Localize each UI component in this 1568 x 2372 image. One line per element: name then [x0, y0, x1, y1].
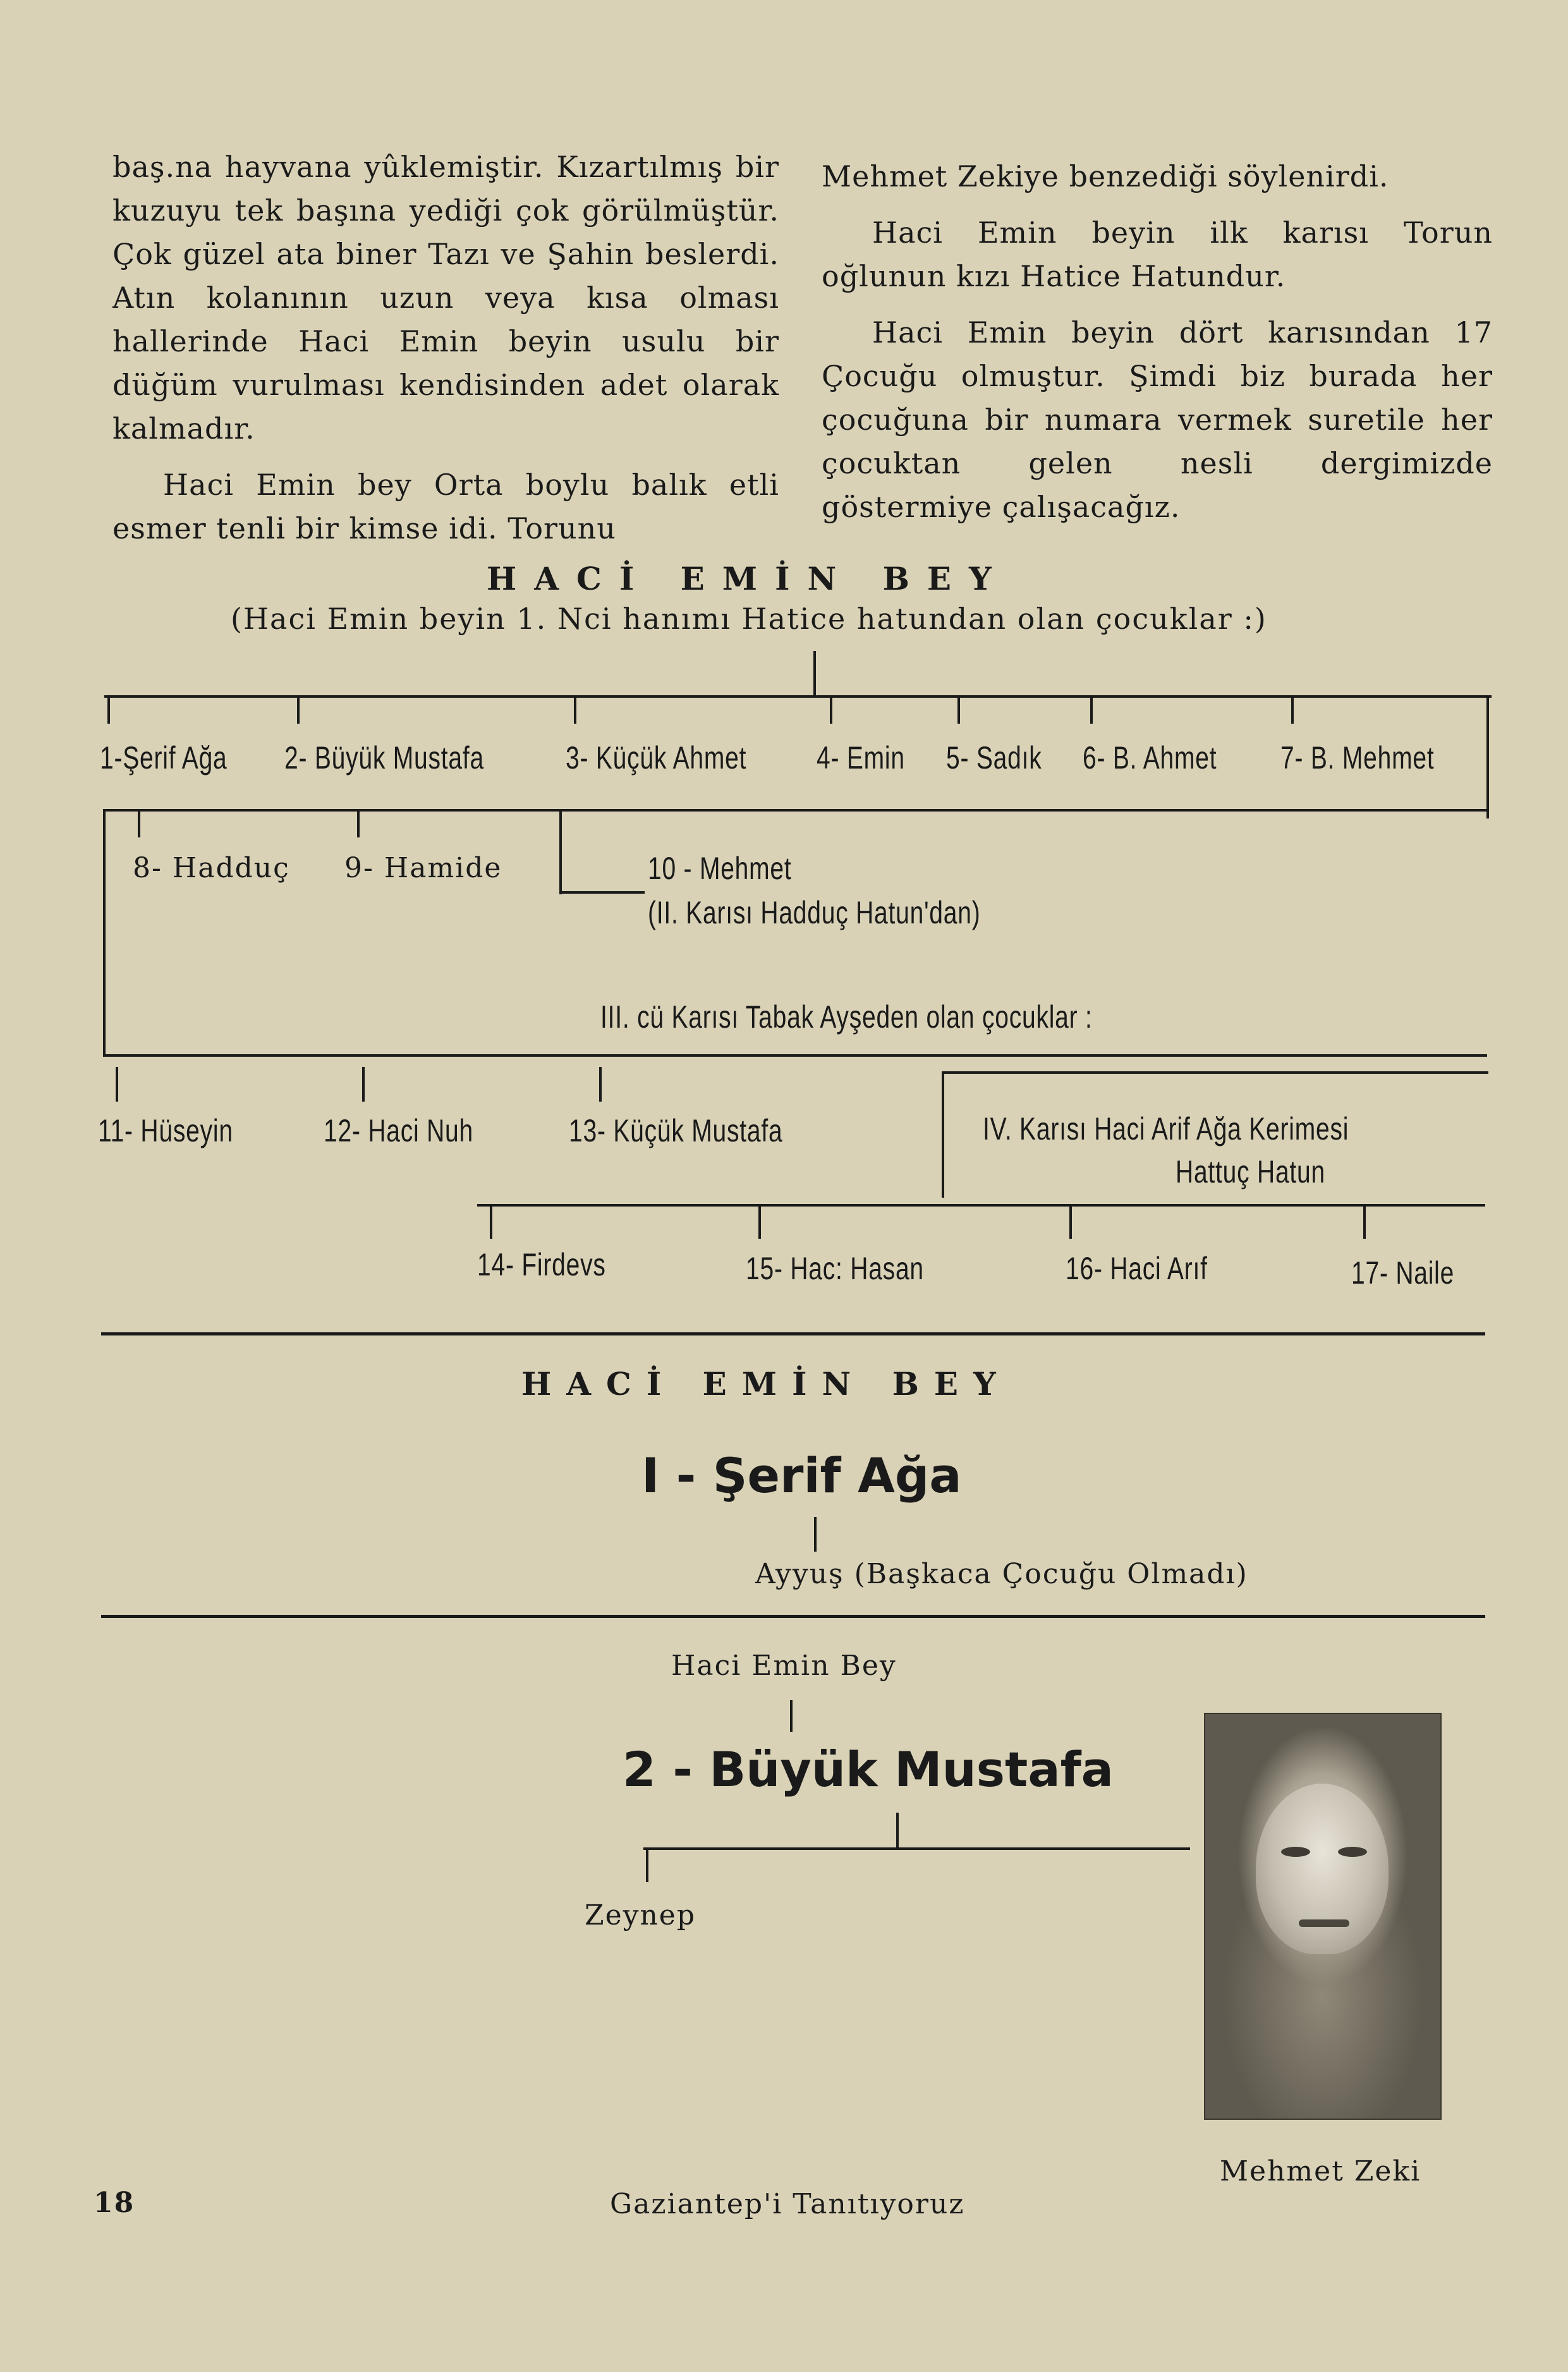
tree1-subtitle: (Haci Emin beyin 1. Nci hanımı Hatice hatundan olan çocuklar :)	[231, 602, 1267, 636]
right-paragraph-3: Haci Emin beyin dört karısından 17 Çocuğu olmuştur. Şimdi biz burada her çocuğuna bir numara vermek suretile her çocuktan gelen nesli dergimizde göstermiye çalışacağız.	[822, 315, 1493, 524]
tree3-parent: Haci Emin Bey	[671, 1650, 897, 1682]
tick	[116, 1067, 118, 1102]
tick	[1363, 1204, 1366, 1239]
tree3-parent-stem	[790, 1700, 793, 1732]
tick	[362, 1067, 365, 1102]
section-divider-1	[101, 1332, 1485, 1335]
tick	[599, 1067, 602, 1102]
tick	[957, 695, 960, 724]
tick	[1069, 1204, 1072, 1239]
child-14: 14- Firdevs	[477, 1247, 606, 1282]
tree1-wife2-divider	[559, 809, 562, 894]
tree1-left-border	[103, 809, 106, 1057]
tree1-wife1b-bar	[104, 809, 1488, 812]
tree3-child-bar	[643, 1847, 1190, 1850]
publication-name: Gaziantep'i Tanıtıyoruz	[610, 2188, 965, 2220]
child-17: 17- Naile	[1351, 1255, 1455, 1291]
tick	[357, 809, 360, 837]
right-paragraph-2: Haci Emin beyin ilk karısı Torun oğlunun kızı Hatice Hatundur.	[822, 216, 1493, 293]
child-6: 6- B. Ahmet	[1083, 740, 1217, 775]
wife3-heading: III. cü Karısı Tabak Ayşeden olan çocuklar :	[600, 999, 1093, 1035]
tree2-stem	[814, 1517, 817, 1552]
portrait-photo	[1204, 1713, 1442, 2120]
tick	[758, 1204, 761, 1239]
tree1-title: HACİ EMİN BEY	[487, 560, 1009, 597]
tree3-name: 2 - Büyük Mustafa	[623, 1741, 1114, 1797]
left-paragraph-2: Haci Emin bey Orta boylu balık etli esmer tenli bir kimse idi. Torunu	[112, 468, 779, 545]
tree1-wife1-bar	[104, 695, 1492, 698]
portrait-face	[1256, 1784, 1389, 1954]
tree2-child: Ayyuş (Başkaca Çocuğu Olmadı)	[755, 1558, 1248, 1590]
child-8: 8- Hadduç	[133, 852, 290, 884]
child-2: 2- Büyük Mustafa	[284, 740, 484, 775]
tree1-wife3-bar	[103, 1054, 1487, 1057]
page-number: 18	[94, 2187, 135, 2219]
portrait-mouth	[1299, 1919, 1349, 1927]
child-10: 10 - Mehmet	[648, 851, 792, 886]
child-13: 13- Küçük Mustafa	[569, 1113, 783, 1148]
tree3-child: Zeynep	[585, 1899, 696, 1931]
tree1-right-border	[1486, 695, 1489, 818]
tick	[1291, 695, 1294, 724]
tree1-wife4-top	[942, 1071, 1488, 1074]
portrait-eye-left	[1281, 1847, 1310, 1857]
child-16: 16- Haci Arıf	[1066, 1251, 1208, 1286]
photo-caption: Mehmet Zeki	[1220, 2155, 1421, 2187]
portrait-eye-right	[1338, 1847, 1367, 1857]
tick	[138, 809, 140, 837]
child-7: 7- B. Mehmet	[1280, 740, 1435, 775]
tree3-child-tick	[646, 1847, 648, 1882]
tree1-root-stem	[813, 651, 816, 695]
child-15: 15- Hac: Hasan	[746, 1251, 924, 1286]
right-paragraph-1: Mehmet Zekiye benzediği söylenirdi.	[822, 159, 1389, 193]
tree2-title: HACİ EMİN BEY	[521, 1365, 1011, 1402]
right-text-column	[822, 155, 1493, 529]
left-text-column	[112, 145, 779, 550]
child-5: 5- Sadık	[946, 740, 1042, 775]
child-9: 9- Hamide	[344, 852, 502, 884]
tick	[107, 695, 110, 724]
tick	[1090, 695, 1093, 724]
tree1-wife2-connector	[559, 891, 645, 894]
tree3-child-stem	[896, 1813, 899, 1847]
wife2-note: (II. Karısı Hadduç Hatun'dan)	[648, 895, 981, 930]
left-paragraph-1: baş.na hayvana yûklemiştir. Kızartılmış bir kuzuyu tek başına yediği çok görülmüştür. Çok güzel ata biner Tazı ve Şahin beslerdi. Atın kolanının uzun veya kısa olması hallerinde Haci Emin beyin usulu bir düğüm vurulması kendisinden adet olarak kalmadır.	[112, 150, 779, 446]
tick	[297, 695, 300, 724]
tree1-wife4-divider	[942, 1071, 944, 1198]
tree2-name: I - Şerif Ağa	[641, 1447, 962, 1504]
child-11: 11- Hüseyin	[98, 1113, 233, 1148]
child-3: 3- Küçük Ahmet	[566, 740, 747, 775]
child-12: 12- Haci Nuh	[324, 1113, 473, 1148]
section-divider-2	[101, 1615, 1485, 1618]
tick	[830, 695, 832, 724]
tick	[490, 1204, 492, 1239]
wife4-line2: Hattuç Hatun	[1176, 1154, 1325, 1189]
wife4-line1: IV. Karısı Haci Arif Ağa Kerimesi	[983, 1111, 1349, 1146]
tree1-wife4-bar	[477, 1204, 1485, 1207]
child-1: 1-Şerif Ağa	[100, 740, 228, 775]
tick	[574, 695, 576, 724]
child-4: 4- Emin	[817, 740, 905, 775]
